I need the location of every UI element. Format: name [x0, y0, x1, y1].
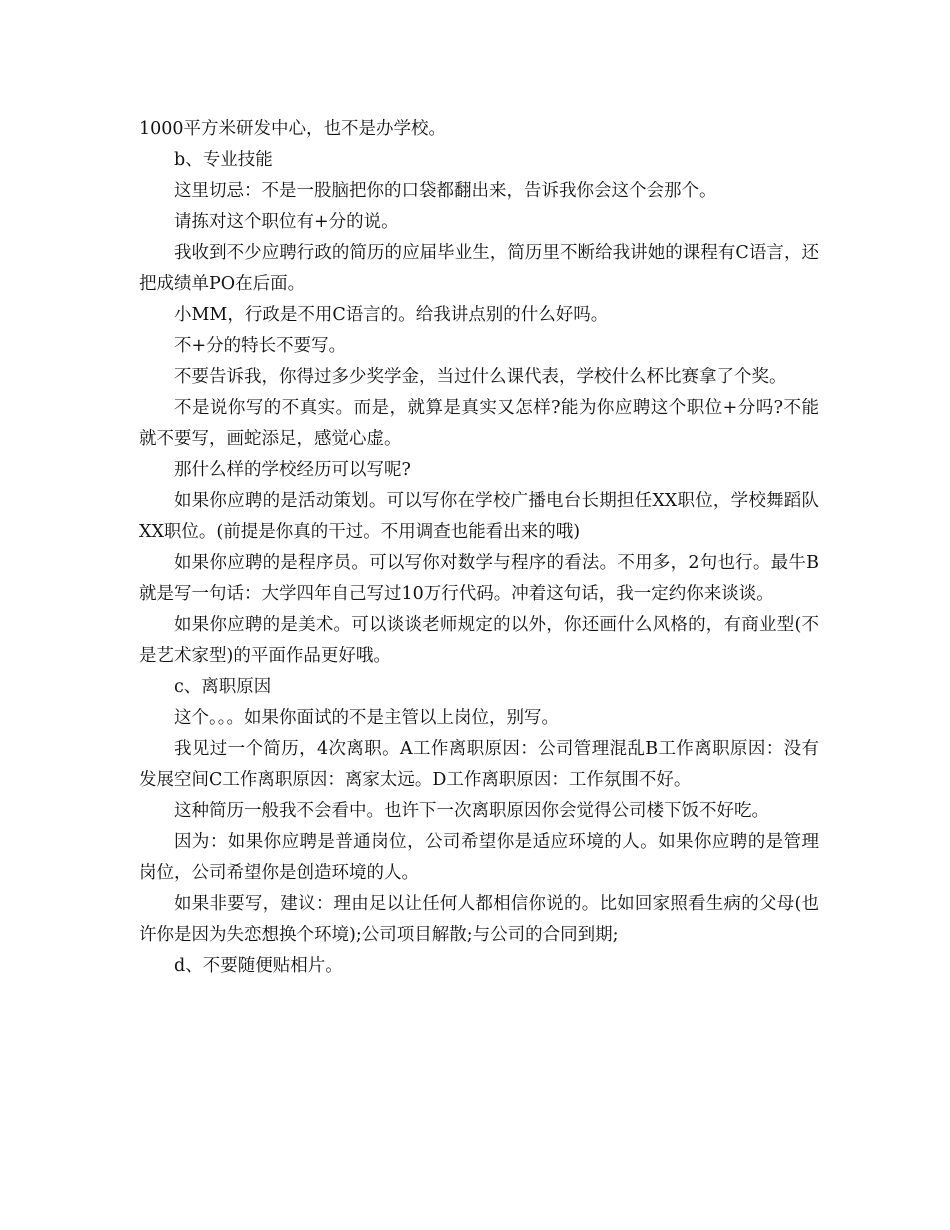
paragraph-9: 不是说你写的不真实。而是，就算是真实又怎样?能为你应聘这个职位+分吗?不能就不要写，画蛇添足，感觉心虚。: [139, 398, 819, 449]
paragraph-13: 如果你应聘的是美术。可以谈谈老师规定的以外，你还画什么风格的，有商业型(不是艺术家型)的平面作品更好哦。: [139, 615, 819, 666]
paragraph-1: 1000平方米研发中心，也不是办学校。: [139, 119, 447, 139]
paragraph-4: 请拣对这个职位有+分的说。: [174, 212, 399, 232]
paragraph-6: 小MM，行政是不用C语言的。给我讲点别的什么好吗。: [174, 305, 609, 325]
paragraph-7: 不+分的特长不要写。: [174, 336, 347, 356]
paragraph-11: 如果你应聘的是活动策划。可以写你在学校广播电台长期担任XX职位，学校舞蹈队XX职位。(前提是你真的干过。不用调查也能看出来的哦): [139, 491, 819, 542]
paragraph-5: 我收到不少应聘行政的简历的应届毕业生，简历里不断给我讲她的课程有C语言，还把成绩单PO在后面。: [139, 243, 819, 294]
paragraph-18: 因为：如果你应聘是普通岗位，公司希望你是适应环境的人。如果你应聘的是管理岗位，公司希望你是创造环境的人。: [139, 832, 819, 883]
paragraph-16: 我见过一个简历，4次离职。A工作离职原因：公司管理混乱B工作离职原因：没有发展空间C工作离职原因：离家太远。D工作离职原因：工作氛围不好。: [139, 739, 819, 790]
section-heading-c: c、离职原因: [174, 677, 272, 697]
paragraph-19: 如果非要写，建议：理由足以让任何人都相信你说的。比如回家照看生病的父母(也许你是因为失恋想换个环境);公司项目解散;与公司的合同到期;: [139, 894, 819, 945]
paragraph-3: 这里切忌：不是一股脑把你的口袋都翻出来，告诉我你会这个会那个。: [174, 181, 717, 201]
paragraph-15: 这个。。。如果你面试的不是主管以上岗位，别写。: [174, 708, 559, 728]
document-body: [139, 114, 819, 982]
paragraph-12: 如果你应聘的是程序员。可以写你对数学与程序的看法。不用多，2句也行。最牛B就是写一句话：大学四年自己写过10万行代码。冲着这句话，我一定约你来谈谈。: [139, 553, 819, 604]
section-heading-b: b、专业技能: [174, 150, 273, 170]
paragraph-10: 那什么样的学校经历可以写呢?: [174, 460, 411, 480]
paragraph-8: 不要告诉我，你得过多少奖学金，当过什么课代表，学校什么杯比赛拿了个奖。: [174, 367, 787, 387]
paragraph-17: 这种简历一般我不会看中。也许下一次离职原因你会觉得公司楼下饭不好吃。: [174, 801, 769, 821]
section-heading-d: d、不要随便贴相片。: [174, 956, 343, 976]
